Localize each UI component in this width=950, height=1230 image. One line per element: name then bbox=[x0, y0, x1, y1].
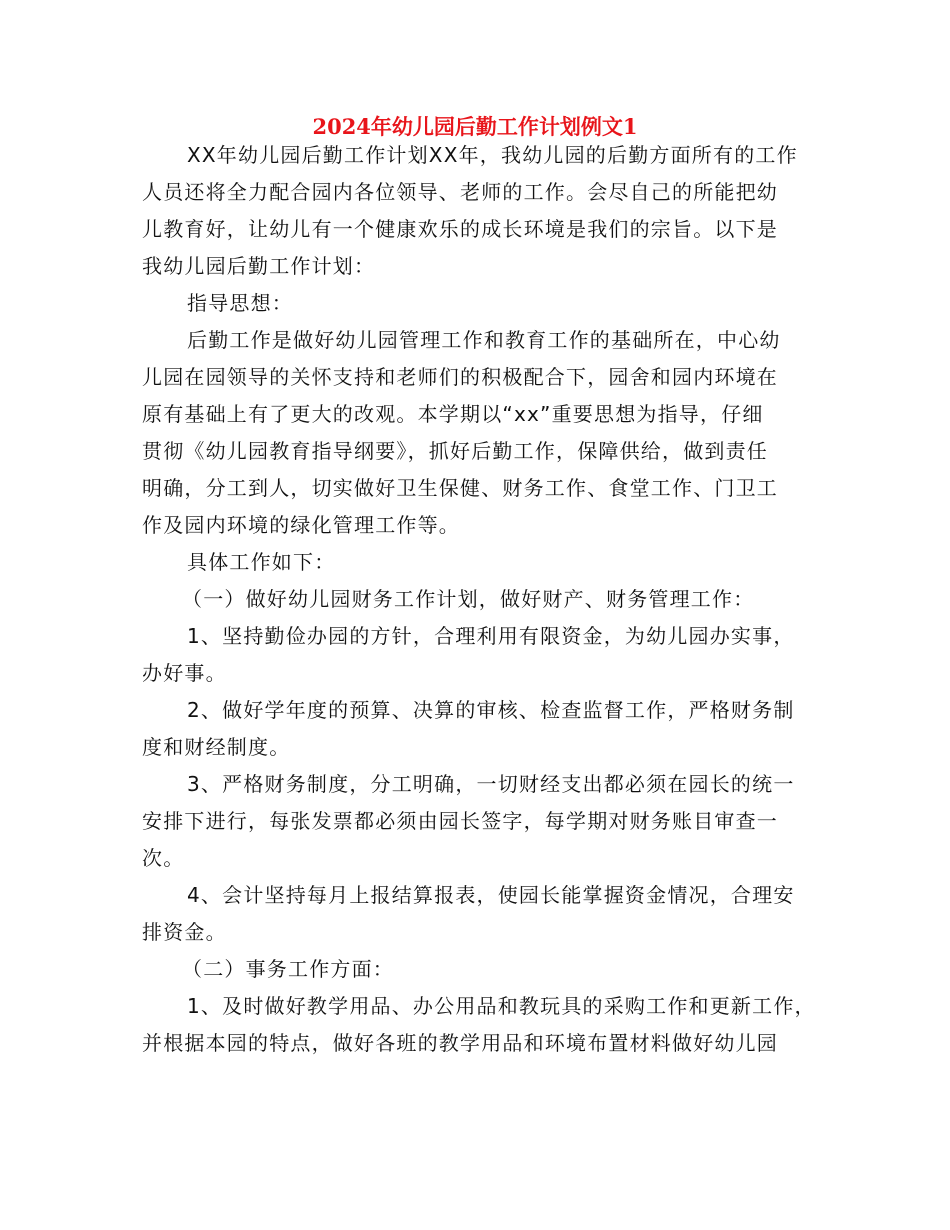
paragraph-line: 原有基础上有了更大的改观。本学期以“xx”重要思想为指导，仔细 bbox=[142, 402, 764, 426]
paragraph-line: XX年幼儿园后勤工作计划XX年，我幼儿园的后勤方面所有的工作 bbox=[187, 143, 798, 167]
paragraph-line: 后勤工作是做好幼儿园管理工作和教育工作的基础所在，中心幼 bbox=[187, 328, 781, 352]
list-item-line: 次。 bbox=[142, 846, 185, 870]
list-item-line: 4、会计坚持每月上报结算报表，使园长能掌握资金情况，合理安 bbox=[187, 883, 795, 907]
subsection-heading: （一）做好幼儿园财务工作计划，做好财产、财务管理工作： bbox=[182, 587, 755, 611]
list-item-line: 2、做好学年度的预算、决算的审核、检查监督工作，严格财务制 bbox=[187, 698, 795, 722]
list-item-line: 3、严格财务制度，分工明确，一切财经支出都必须在园长的统一 bbox=[187, 772, 795, 796]
list-item-line: 1、坚持勤俭办园的方针，合理利用有限资金，为幼儿园办实事， bbox=[187, 624, 795, 648]
paragraph-line: 贯彻《幼儿园教育指导纲要》，抓好后勤工作，保障供给，做到责任 bbox=[142, 439, 768, 463]
paragraph-line: 人员还将全力配合园内各位领导、老师的工作。会尽自己的所能把幼 bbox=[142, 180, 778, 204]
document-title: 2024年幼儿园后勤工作计划例文1 bbox=[312, 114, 638, 139]
list-item-line: 1、及时做好教学用品、办公用品和教玩具的采购工作和更新工作， bbox=[187, 994, 816, 1018]
paragraph-line: 儿教育好，让幼儿有一个健康欢乐的成长环境是我们的宗旨。以下是 bbox=[142, 217, 778, 241]
list-item-line: 安排下进行，每张发票都必须由园长签字，每学期对财务账目审查一 bbox=[142, 809, 778, 833]
subsection-heading: （二）事务工作方面： bbox=[182, 957, 394, 981]
paragraph-line: 明确，分工到人，切实做好卫生保健、财务工作、食堂工作、门卫工 bbox=[142, 476, 778, 500]
section-heading: 具体工作如下： bbox=[187, 550, 336, 574]
paragraph-line: 作及园内环境的绿化管理工作等。 bbox=[142, 513, 460, 537]
paragraph-line: 儿园在园领导的关怀支持和老师们的积极配合下，园舍和园内环境在 bbox=[142, 365, 778, 389]
list-item-line: 排资金。 bbox=[142, 920, 227, 944]
list-item-line: 并根据本园的特点，做好各班的教学用品和环境布置材料做好幼儿园 bbox=[142, 1031, 778, 1055]
list-item-line: 度和财经制度。 bbox=[142, 735, 291, 759]
paragraph-line: 我幼儿园后勤工作计划： bbox=[142, 254, 376, 278]
section-heading: 指导思想： bbox=[187, 291, 293, 315]
list-item-line: 办好事。 bbox=[142, 661, 227, 685]
